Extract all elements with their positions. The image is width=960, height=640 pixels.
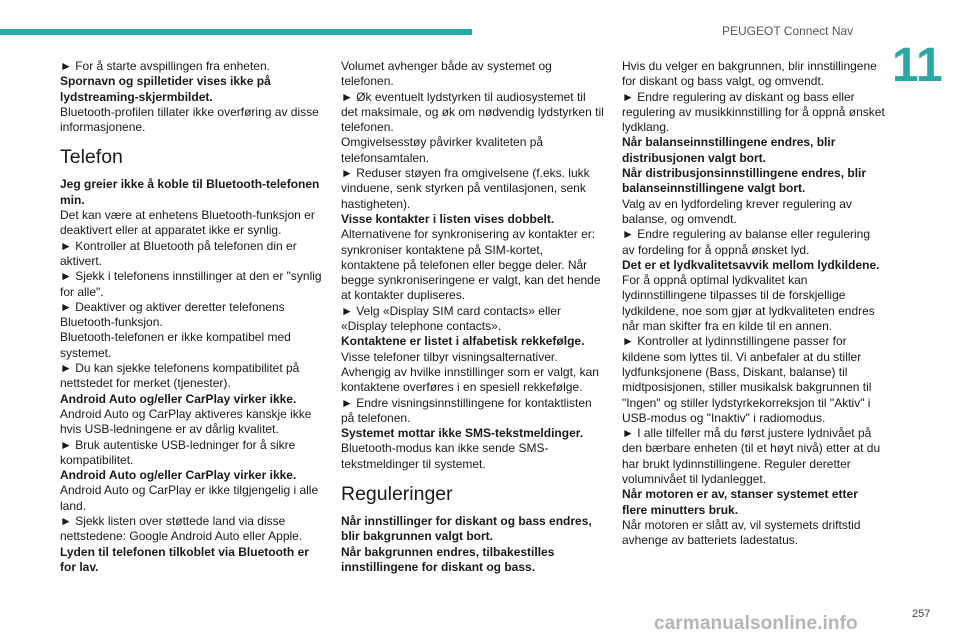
header-accent-bar (0, 29, 472, 35)
question-heading: Systemet mottar ikke SMS-tekstmeldinger. (341, 426, 584, 441)
body-paragraph: Hvis du velger en bakgrunnen, blir innstillingene for diskant og bass valgt, og omvendt. (622, 59, 877, 89)
body-paragraph: ► Velg «Display SIM card contacts» eller «Display telephone contacts». (341, 303, 561, 334)
body-paragraph: ► Kontroller at Bluetooth på telefonen din er aktivert. (60, 238, 297, 268)
body-paragraph: Bluetooth-telefonen er ikke kompatibel med systemet. (60, 330, 291, 360)
question-heading: Når bakgrunnen endres, tilbakestilles innstillingene for diskant og bass. (341, 544, 555, 574)
body-paragraph: Volumet avhenger både av systemet og telefonen. (341, 59, 552, 89)
chapter-number: 11 (892, 39, 943, 92)
body-paragraph: Valg av en lydfordeling krever regulering av balanse, og omvendt. (622, 196, 852, 226)
watermark: carmanualsonline.info (654, 613, 858, 634)
body-paragraph: ► Endre regulering av diskant og bass eller regulering av musikkinnstilling for å oppnå ønsket lydklang. (622, 89, 885, 135)
body-paragraph: ► Øk eventuelt lydstyrken til audiosystemet til det maksimale, og øk om nødvendig lydstyrken til telefonen. (341, 89, 604, 135)
body-paragraph: ► I alle tilfeller må du først justere lydnivået på den bærbare enheten (til et høyt nivå) etter at du har brukt lydinnstillingene. Reguler deretter volumnivået til lydanlegget. (622, 426, 881, 487)
question-heading: Spornavn og spilletider vises ikke på lydstreaming-skjermbildet. (60, 74, 271, 104)
text-column-3 (622, 59, 886, 549)
body-paragraph: ► Endre visningsinnstillingene for kontaktlisten på telefonen. (341, 395, 592, 425)
body-paragraph: ► Endre regulering av balanse eller regulering av fordeling for å oppnå ønsket lyd. (622, 227, 871, 257)
question-heading: Android Auto og/eller CarPlay virker ikke. (60, 391, 297, 406)
body-paragraph: Android Auto og CarPlay aktiveres kanskje ikke hvis USB-ledningene er av dårlig kvalitet. (60, 406, 312, 437)
body-paragraph: Bluetooth-modus kan ikke sende SMS-tekstmeldinger til systemet. (341, 441, 549, 471)
page-number: 257 (912, 608, 931, 620)
body-paragraph: For å oppnå optimal lydkvalitet kan lydinnstillingene tilpasses til de forskjellige lydkildene, noe som gjør at lydkvaliteten endres når man skifter fra en kilde til en annen. (622, 273, 875, 334)
body-paragraph: ► Reduser støyen fra omgivelsene (f.eks. lukk vinduene, senk styrken på ventilasjonen, senk hastigheten). (341, 166, 590, 211)
body-paragraph: Visse telefoner tilbyr visningsalternativer. Avhengig av hvilke innstillinger som er valgt, kan kontaktene overføres i en spesiell rekkefølge. (341, 349, 599, 395)
body-paragraph: ► Sjekk listen over støttede land via disse nettstedene: Google Android Auto eller Apple. (60, 514, 303, 544)
section-heading: Reguleringer (341, 483, 453, 506)
body-paragraph: Omgivelsesstøy påvirker kvaliteten på telefonsamtalen. (341, 135, 544, 165)
body-paragraph: Alternativene for synkronisering av kontakter er: synkroniser kontaktene på SIM-kortet, kontaktene på telefonen eller begge deler. Når begge synkroniseringene er valgt, kan det hende at kontakter dupliseres. (341, 227, 601, 303)
question-heading: Når innstillinger for diskant og bass endres, blir bakgrunnen valgt bort. (341, 514, 592, 544)
question-heading: Visse kontakter i listen vises dobbelt. (341, 211, 555, 226)
text-column-1 (60, 59, 324, 575)
section-heading: Telefon (60, 146, 123, 169)
body-paragraph: ► Sjekk i telefonens innstillinger at den er "synlig for alle". (60, 269, 322, 299)
body-paragraph: Android Auto og CarPlay er ikke tilgjengelig i alle land. (60, 483, 319, 513)
header-title: PEUGEOT Connect Nav (722, 24, 854, 38)
question-heading: Jeg greier ikke å koble til Bluetooth-telefonen min. (60, 177, 320, 207)
body-paragraph: ► For å starte avspillingen fra enheten. (60, 59, 270, 73)
body-paragraph: ► Deaktiver og aktiver deretter telefonens Bluetooth-funksjon. (60, 299, 285, 330)
question-heading: Android Auto og/eller CarPlay virker ikke. (60, 468, 297, 483)
question-heading: Kontaktene er listet i alfabetisk rekkefølge. (341, 334, 585, 349)
body-paragraph: Når motoren er slått av, vil systemets driftstid avhenge av batteriets ladestatus. (622, 517, 861, 548)
body-paragraph: Det kan være at enhetens Bluetooth-funksjon er deaktivert eller at apparatet ikke er synlig. (60, 208, 315, 238)
body-paragraph: ► Kontroller at lydinnstillingene passer for kildene som lyttes til. Vi anbefaler at du stiller lydfunksjonene (Bass, Diskant, balanse) til midtposisjonen, stiller musikalsk bakgrunnen til "Ingen" og stiller lydstyrkekorreksjon til "Aktiv" i USB-modus og "Inaktiv" i radiomodus. (622, 334, 872, 425)
question-heading: Når balanseinnstillingene endres, blir distribusjonen valgt bort. (622, 135, 836, 165)
question-heading: Det er et lydkvalitetsavvik mellom lydkildene. (622, 257, 880, 272)
question-heading: Når motoren er av, stanser systemet etter flere minutters bruk. (622, 487, 858, 517)
body-paragraph: ► Du kan sjekke telefonens kompatibilitet på nettstedet for merket (tjenester). (60, 361, 300, 391)
question-heading: Når distribusjonsinnstillingene endres, blir balanseinnstillingene valgt bort. (622, 166, 867, 196)
body-paragraph: ► Bruk autentiske USB-ledninger for å sikre kompatibilitet. (60, 437, 296, 467)
text-column-2 (341, 59, 605, 575)
body-paragraph: Bluetooth-profilen tillater ikke overføring av disse informasjonene. (60, 104, 319, 135)
question-heading: Lyden til telefonen tilkoblet via Bluetooth er for lav. (60, 544, 309, 574)
